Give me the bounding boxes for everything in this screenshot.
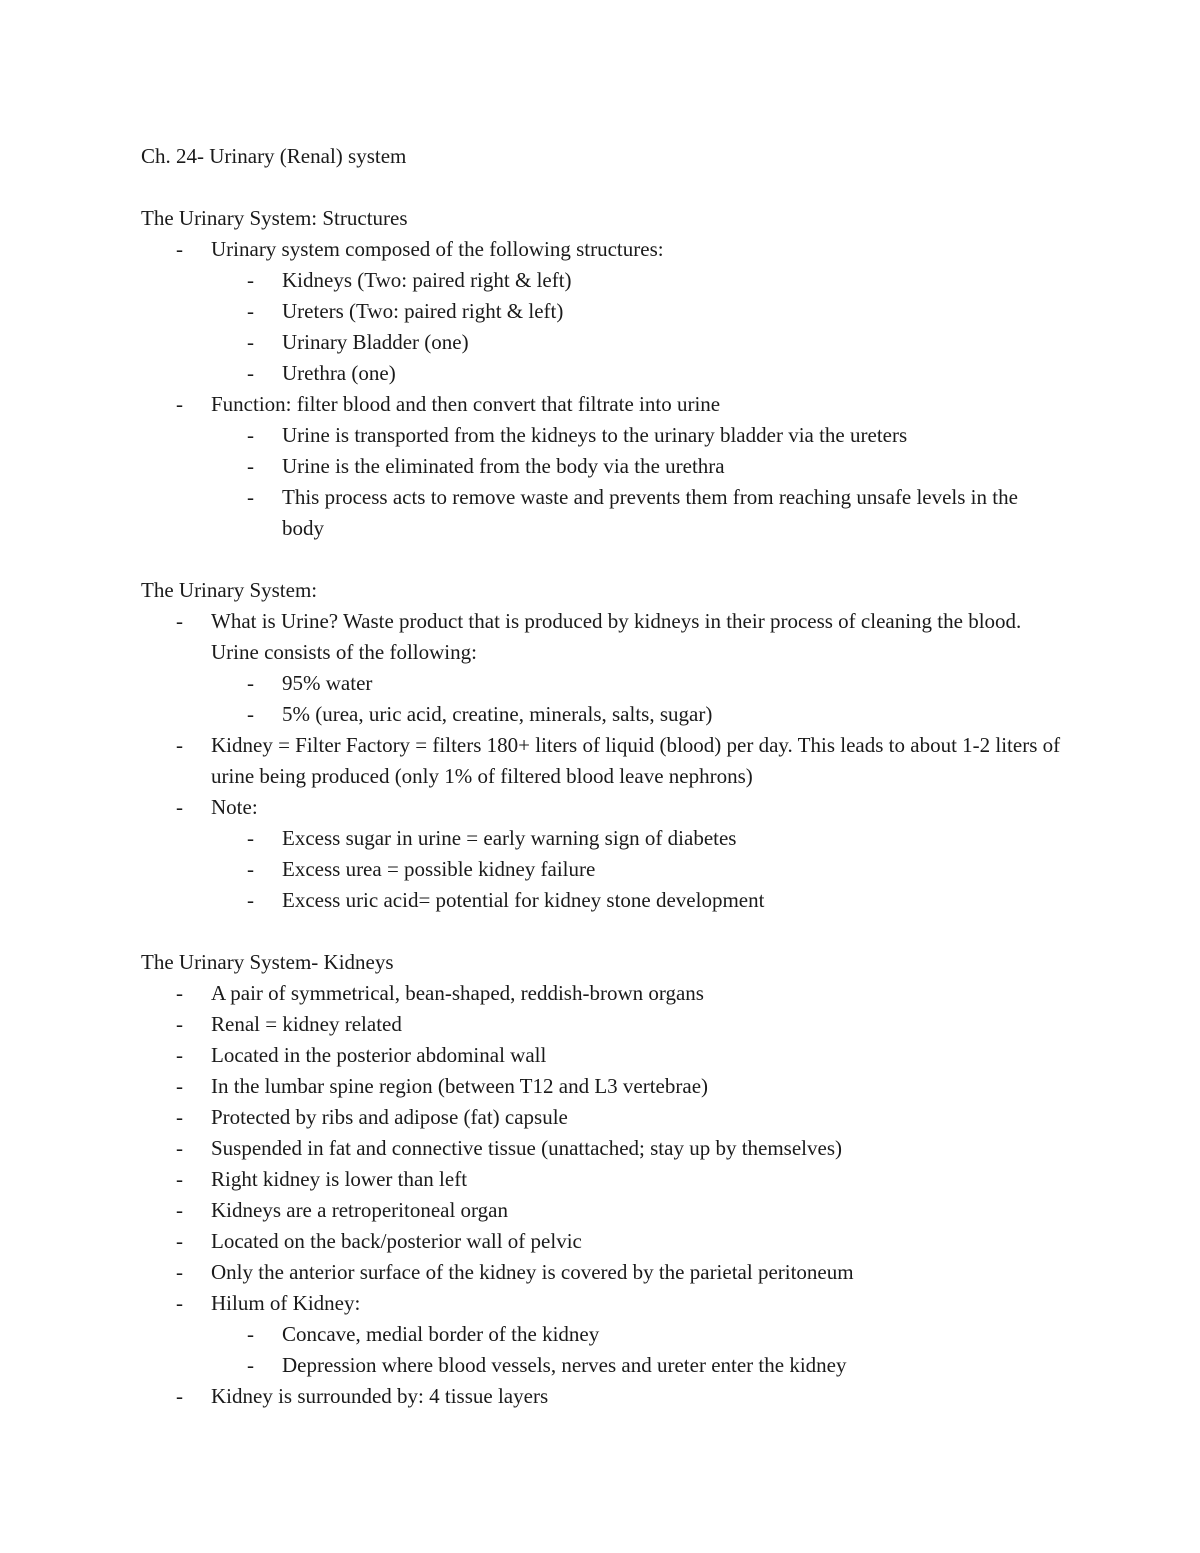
list-item-text: Kidneys are a retroperitoneal organ	[211, 1198, 508, 1222]
bullet-dash: -	[176, 1136, 183, 1160]
sub-bullet-list	[211, 420, 1061, 544]
sub-list-item-text: 5% (urea, uric acid, creatine, minerals, salts, sugar)	[282, 702, 713, 726]
blank-line	[141, 544, 1061, 575]
section	[141, 916, 1061, 1412]
list-item	[141, 1071, 1061, 1102]
sections-container	[141, 203, 1061, 1412]
sub-list-item-text: Urethra (one)	[282, 361, 396, 385]
list-item-text: What is Urine? Waste product that is produced by kidneys in their process of cleaning the blood. Urine consists of the following:	[211, 609, 1022, 664]
list-item	[141, 1288, 1061, 1381]
list-item	[141, 1040, 1061, 1071]
bullet-dash: -	[176, 981, 183, 1005]
bullet-dash: -	[176, 733, 183, 757]
bullet-dash: -	[176, 1291, 183, 1315]
list-item-text: Only the anterior surface of the kidney is covered by the parietal peritoneum	[211, 1260, 854, 1284]
bullet-dash: -	[176, 1074, 183, 1098]
list-item	[141, 1226, 1061, 1257]
bullet-dash: -	[247, 268, 254, 292]
document-content	[141, 141, 1061, 1412]
sub-bullet-list	[211, 1319, 1061, 1381]
bullet-dash: -	[176, 1198, 183, 1222]
list-item-text: Protected by ribs and adipose (fat) capsule	[211, 1105, 568, 1129]
sub-list-item	[211, 296, 1061, 327]
bullet-dash: -	[247, 485, 254, 509]
bullet-list	[141, 978, 1061, 1412]
list-item	[141, 1133, 1061, 1164]
list-item-text: Located in the posterior abdominal wall	[211, 1043, 547, 1067]
bullet-dash: -	[176, 1167, 183, 1191]
sub-list-item	[211, 854, 1061, 885]
blank-line	[141, 172, 1061, 203]
bullet-dash: -	[247, 702, 254, 726]
sub-bullet-list	[211, 823, 1061, 916]
list-item-text: Right kidney is lower than left	[211, 1167, 468, 1191]
list-item	[141, 1009, 1061, 1040]
bullet-dash: -	[176, 609, 183, 633]
sub-list-item	[211, 823, 1061, 854]
sub-list-item-text: Excess sugar in urine = early warning sign of diabetes	[282, 826, 737, 850]
list-item-text: Suspended in fat and connective tissue (unattached; stay up by themselves)	[211, 1136, 842, 1160]
list-item	[141, 1381, 1061, 1412]
section-heading: The Urinary System: Structures	[141, 206, 408, 230]
list-item	[141, 978, 1061, 1009]
sub-list-item	[211, 885, 1061, 916]
sub-list-item	[211, 668, 1061, 699]
list-item	[141, 730, 1061, 792]
bullet-dash: -	[176, 795, 183, 819]
bullet-dash: -	[176, 1260, 183, 1284]
bullet-dash: -	[247, 1322, 254, 1346]
list-item	[141, 1102, 1061, 1133]
sub-list-item	[211, 1350, 1061, 1381]
bullet-dash: -	[176, 1229, 183, 1253]
bullet-dash: -	[247, 888, 254, 912]
bullet-list	[141, 234, 1061, 544]
sub-list-item	[211, 451, 1061, 482]
bullet-dash: -	[247, 826, 254, 850]
bullet-dash: -	[176, 1384, 183, 1408]
bullet-dash: -	[176, 1043, 183, 1067]
section-heading: The Urinary System- Kidneys	[141, 950, 394, 974]
sub-list-item-text: Urinary Bladder (one)	[282, 330, 469, 354]
sub-list-item	[211, 358, 1061, 389]
list-item-text: Note:	[211, 795, 258, 819]
sub-list-item	[211, 482, 1061, 544]
document-title: Ch. 24- Urinary (Renal) system	[141, 144, 407, 168]
bullet-dash: -	[247, 1353, 254, 1377]
list-item-text: In the lumbar spine region (between T12 and L3 vertebrae)	[211, 1074, 709, 1098]
sub-list-item-text: This process acts to remove waste and prevents them from reaching unsafe levels in the body	[282, 485, 1018, 540]
sub-list-item-text: 95% water	[282, 671, 373, 695]
list-item	[141, 1257, 1061, 1288]
sub-list-item	[211, 420, 1061, 451]
sub-list-item-text: Ureters (Two: paired right & left)	[282, 299, 564, 323]
list-item-text: Renal = kidney related	[211, 1012, 402, 1036]
bullet-dash: -	[247, 361, 254, 385]
bullet-dash: -	[176, 1012, 183, 1036]
sub-list-item-text: Excess urea = possible kidney failure	[282, 857, 596, 881]
bullet-dash: -	[176, 1105, 183, 1129]
sub-list-item	[211, 265, 1061, 296]
bullet-list	[141, 606, 1061, 916]
sub-list-item-text: Kidneys (Two: paired right & left)	[282, 268, 572, 292]
sub-bullet-list	[211, 668, 1061, 730]
sub-list-item-text: Concave, medial border of the kidney	[282, 1322, 600, 1346]
sub-list-item-text: Depression where blood vessels, nerves and ureter enter the kidney	[282, 1353, 847, 1377]
bullet-dash: -	[247, 299, 254, 323]
sub-list-item-text: Urine is the eliminated from the body via the urethra	[282, 454, 725, 478]
sub-list-item-text: Urine is transported from the kidneys to the urinary bladder via the ureters	[282, 423, 908, 447]
bullet-dash: -	[247, 423, 254, 447]
sub-bullet-list	[211, 265, 1061, 389]
list-item	[141, 234, 1061, 389]
list-item-text: Kidney = Filter Factory = filters 180+ liters of liquid (blood) per day. This leads to about 1-2 liters of urine being produced (only 1% of filtered blood leave nephrons)	[211, 733, 1061, 788]
list-item-text: Located on the back/posterior wall of pelvic	[211, 1229, 582, 1253]
list-item-text: Urinary system composed of the following structures:	[211, 237, 664, 261]
section-heading: The Urinary System:	[141, 578, 318, 602]
bullet-dash: -	[247, 671, 254, 695]
bullet-dash: -	[247, 330, 254, 354]
list-item-text: Kidney is surrounded by: 4 tissue layers	[211, 1384, 549, 1408]
list-item	[141, 792, 1061, 916]
list-item	[141, 1164, 1061, 1195]
list-item	[141, 1195, 1061, 1226]
sub-list-item	[211, 699, 1061, 730]
bullet-dash: -	[247, 454, 254, 478]
section	[141, 203, 1061, 544]
bullet-dash: -	[176, 237, 183, 261]
list-item-text: Function: filter blood and then convert that filtrate into urine	[211, 392, 721, 416]
sub-list-item-text: Excess uric acid= potential for kidney stone development	[282, 888, 765, 912]
section	[141, 544, 1061, 916]
list-item	[141, 389, 1061, 544]
list-item-text: Hilum of Kidney:	[211, 1291, 361, 1315]
sub-list-item	[211, 1319, 1061, 1350]
blank-line	[141, 916, 1061, 947]
bullet-dash: -	[176, 392, 183, 416]
bullet-dash: -	[247, 857, 254, 881]
list-item	[141, 606, 1061, 730]
sub-list-item	[211, 327, 1061, 358]
list-item-text: A pair of symmetrical, bean-shaped, reddish-brown organs	[211, 981, 704, 1005]
